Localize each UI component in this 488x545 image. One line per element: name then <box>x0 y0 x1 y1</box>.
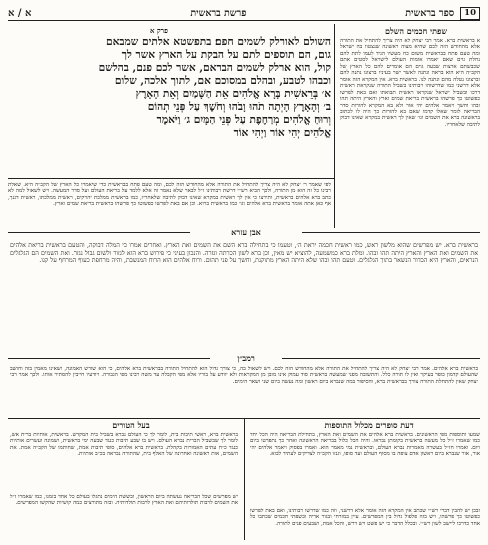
footnote-left: יש מפרשים שכל הבריאה נעשתה ביום הראשון, ובששת הימים נתגלו בעולם כל אחד בזמנו, כמו שאמרו ז״ל את השמים לרבות תולדותיהם ואת הארץ לרבות תולדותיה. ובזה מתורצים כמה קושיות שהקשו המפרשים. <box>10 494 238 507</box>
main-text-line: וכבהו לטבע, ובהלם במסוכם אם, לתוך אלכה, שלום <box>114 75 331 87</box>
main-text <box>8 36 331 176</box>
ibn-ezra-title: אבן עזרא <box>190 227 302 237</box>
daat-title: דעת סופרים מכלול התוספות <box>268 420 470 430</box>
footnote: ובכן יש להבין דברי רש״י שכתב אין המקרא הזה אומר אלא דרשני, וזה כמו שדרשו רבותינו, ואם באת לפרשו כפשוטו כך פרשהו, ויש בזה פלפול גדול בין המפרשים. עיין במזרחי ובגור אריה ובשפתי חכמים שכתבו כל אחד כדרכו ליישב לשון רש״י. ובכלל הדבר כי יש פשט ויש דרש, והכל אמת, ושבעים פנים לתורה. <box>250 508 480 527</box>
main-text-line: א׳ בְּרֵאשִׁית בָּרָא אֱלֹהִים אֵת הַשָּׁמַיִם וְאֵת הָאָרֶץ <box>135 88 331 100</box>
daat-commentary: שמעו ותוספות מפי הראשונים. בראשית ברא אלהים את השמים ואת הארץ, בתחילת הבריאה היה הכל יחד כמו שאמרו ז״ל כל מעשה בראשית בקומתן נבראו. והיה הכל כלול בבריאה הראשונה ואחר כך נתפרטו ביום ויום. ואמרו חז״ל בעשרה מאמרות נברא העולם, ובראשית נמי מאמר הוא. ואמרו בפסוק ויאמר אלהים יהי אור, אור שנברא ביום ראשון אדם צופה בו מסוף העולם ועד סופו, וגנזו הקב״ה לצדיקים לעתיד לבוא. <box>250 432 480 458</box>
baal-haturim-title: בעל הטורים <box>80 420 182 430</box>
main-text-line: אֱלֹהִים יְהִי אוֹר וַיְהִי אוֹר <box>233 127 331 139</box>
main-text-line: וְרוּחַ אֱלֹהִים מְרַחֶפֶת עַל פְּנֵי הַמָּיִם ג׳ וַיֹּאמֶר <box>156 114 331 126</box>
ibn-ezra-commentary: בראשית ברא. יש מפרשים שהוא מלשון ראש, כמו ראשית חכמה יראת ה׳, וטעמו כי בתחילה ברא השם את השמים ואת הארץ. ואחרים אמרו כי המלה דבוקה, והטעם בראשית בריאת אלהים את השמים ואת הארץ והארץ היתה תהו ובהו. ומלת ברא כמשמעה, להוציא יש מאין, וכן ברא לשון הכרתה וגזרה. והנכון בעיני כי פירוש ברא הוא לגזור ולשום גבול נגזר. ואת השמים הם הגלגלים הנראים, והארץ היא הכדור הנשאר בתוך הגלגלים. וטעם תהו ובהו שלא היתה הארץ מתוקנת, וחשך על פני תהום. ורוח אלהים הוא הרוח המנשבת, והיה מרחפת כעוף המרחף על קנו. <box>10 242 478 265</box>
ramban-commentary: בראשית ברא אלהים. אמר רבי יצחק לא היה צריך להתחיל את התורה אלא מהחודש הזה לכם. ויש לשאול בה, כי צורך גדול הוא להתחיל התורה בבראשית ברא אלהים, כי הוא שורש האמונה, ושאינו מאמין בזה וחושב שהעולם קדמון כופר בעיקר ואין לו תורה כלל. והתשובה מפני שמעשה בראשית סוד עמוק אינו מובן מן המקראות ולא יוודע על בוריו אלא מפי הקבלה עד משה רבינו מפי הגבורה. ויודעיו חייבין להסתיר אותו. ולכך אמר רבי יצחק שאין להתחלת התורה צורך בבראשית ברא, והסיפור במה שנברא ביום ראשון ומה נעשה ביום שני ושאר הימים. <box>10 366 478 385</box>
book-title: ספר בראשית <box>405 7 455 19</box>
chapter-verse: א / א <box>8 7 32 19</box>
divider-rashi <box>8 178 334 179</box>
main-text-line: השולם לאורלק לשמים חפם׃ בתפשטא אלתים שמבאם <box>106 36 331 48</box>
chapter-marker: פרק א <box>150 26 168 35</box>
rashi-commentary: לפי שאמר ר׳ יצחק לא היה צריך להתחיל את התורה אלא מהחודש הזה לכם, ומה טעם פתח בבראשית כדי שיאמרו כל הארץ של הקב״ה היא. שאלת רבינו כל זה הוא מן התורה, ולכך הביא רש״י דרשת רבותינו ז״ל לבאר שלא נאמר זה אלא ללמד על בריאת העולם ועל סדר המעשה. ויש לשאול למה לא כתב ברא אלהים בראשית, ותירצו כי אין לך ראשית במקרא שאינו דבוק לתיבה שלאחריו, כמו בראשית ממלכת יהויקים, ראשית ממלכתו, ראשית דגנך, אף כאן אתה אומר בראשית ברא אלהים וגו׳ כמו בראשית ברוא. וכן אם באת לפרשו כפשוטו כך פרשהו בראשית בריאת שמים וארץ. <box>8 182 331 208</box>
sidebar-commentary: א בראשית ברא. אמר רבי יצחק לא היה צריך להתחיל את התורה אלא מהחודש הזה לכם שהיא מצוה ראשונה שנצטוו בה ישראל ומה טעם פתח בבראשית משום כח מעשיו הגיד לעמו לתת להם נחלת גוים שאם יאמרו אומות העולם לישראל לסטים אתם שכבשתם ארצות שבעה גוים הם אומרים להם כל הארץ של הקב״ה היא הוא בראה ונתנה לאשר ישר בעיניו ברצונו נתנה להם וברצונו נטלה מהם ונתנה לנו. בראשית ברא. אין המקרא הזה אומר אלא דרשני כמו שדרשוהו רבותינו בשביל התורה שנקראת ראשית דרכו ובשביל ישראל שנקראו ראשית תבואתו ואם באת לפרשו כפשוטו כך פרשהו בראשית בריאת שמים וארץ והארץ היתה תהו ובהו וחשך ויאמר אלהים יהי אור ולא בא המקרא להורות סדר הבריאה לומר שאלו קדמו שאם בא להורות כך היה לו לכתוב בראשונה ברא את השמים וגו׳ שאין לך ראשית במקרא שאינו דבוק לתיבה שלאחריו. <box>340 38 480 128</box>
column-divider <box>334 24 335 228</box>
parsha-title: פרשת בראשית <box>190 7 247 19</box>
main-text-line: קול, הוא ארלק לשמים הבראם, אשר לכם פנם, בהלשם <box>98 62 331 74</box>
main-text-line: גום, הם תוספים לתם על הבקת על הארץ אשר לך <box>121 49 331 61</box>
page-number: 10 <box>460 7 480 20</box>
page-header <box>8 6 480 21</box>
baal-haturim-commentary: בראשית ברא, ראשי תיבות בית, לומר לך כי העולם נברא בשביל בית המקדש. בראשית, אותיות ברית אש, לומר לך שבשביל הברית נברא העולם. ויש בו שבע תיבות כנגד שבעה ימי בראשית, ושמונה ועשרים אותיות כנגד כ״ח עתים האמורות בקהלת. בראשית ברא אלהים, סופי תיבות אמת, שחותמו של הקב״ה אמת. את השמים, אות ראשונה ואחרונה של האלף בית, שהתורה נבראה בכ״ב אותיות. <box>10 432 238 458</box>
main-text-line: ב׳ וְהָאָרֶץ הָיְתָה תֹהוּ וָבֹהוּ וְחֹשֶׁךְ עַל פְּנֵי תְהוֹם <box>147 101 331 113</box>
lower-column-divider <box>244 418 245 540</box>
ramban-title: רמב״ן <box>210 353 282 363</box>
header-right-group <box>405 7 480 20</box>
sidebar-title: שפתי חכמים השלם <box>360 26 472 36</box>
